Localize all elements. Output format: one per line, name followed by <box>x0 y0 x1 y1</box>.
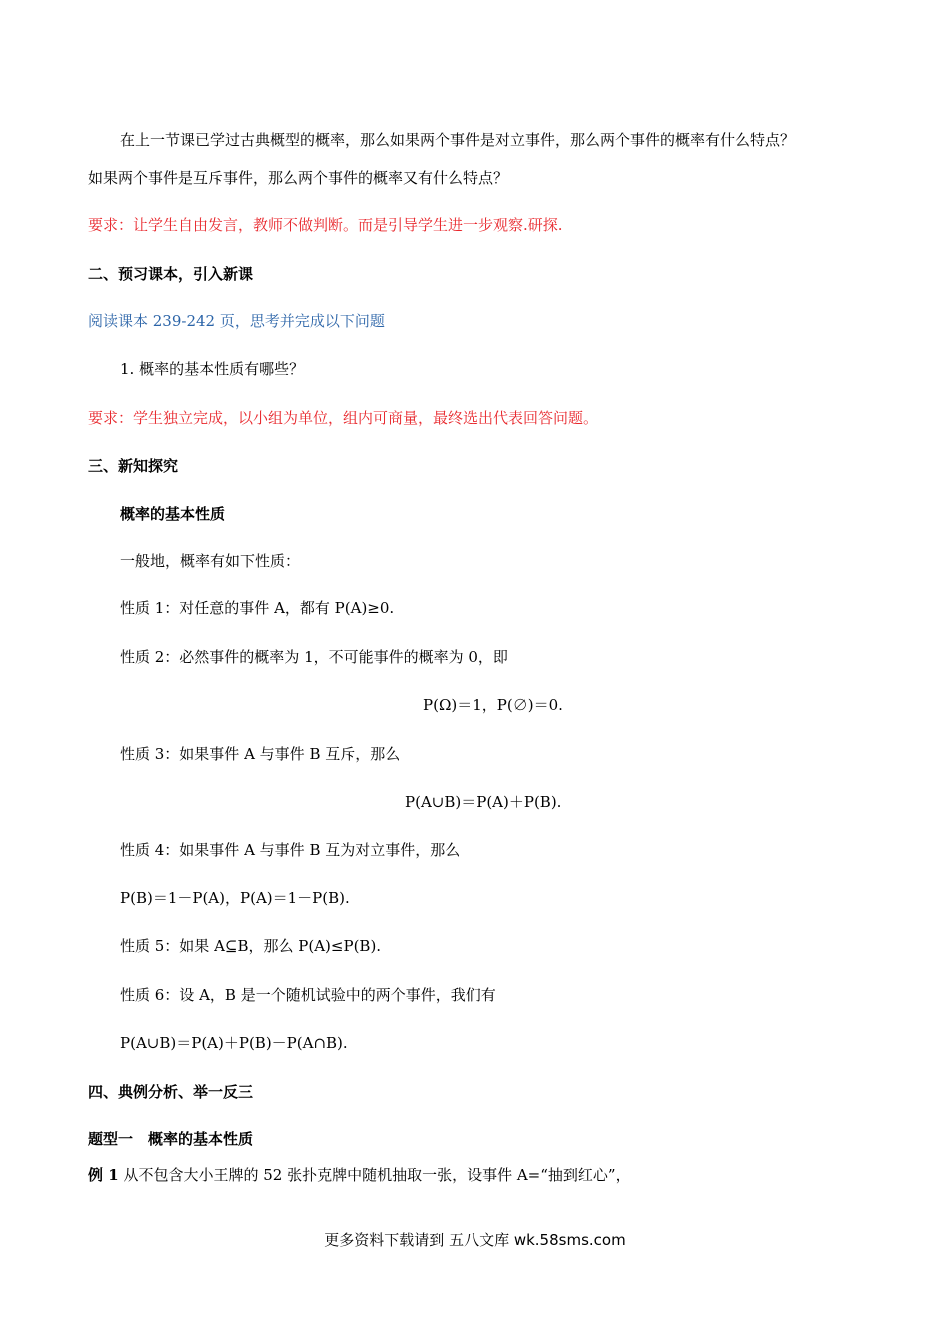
property-3-formula: P(A∪B)＝P(A)＋P(B). <box>405 793 562 811</box>
property-6: 性质 6：设 A，B 是一个随机试验中的两个事件，我们有 <box>120 986 496 1004</box>
section-heading-preview: 二、预习课本，引入新课 <box>88 265 254 283</box>
property-1: 性质 1：对任意的事件 A，都有 P(A)≥0. <box>120 599 395 617</box>
example-1-label: 例 1 <box>88 1166 119 1184</box>
property-6-formula: P(A∪B)＝P(A)＋P(B)－P(A∩B). <box>120 1034 348 1052</box>
section-heading-explore: 三、新知探究 <box>88 457 179 475</box>
preview-requirement: 要求：学生独立完成，以小组为单位，组内可商量，最终选出代表回答问题。 <box>88 409 599 427</box>
reading-instruction: 阅读课本 239-242 页，思考并完成以下问题 <box>88 312 385 330</box>
property-2-formula: P(Ω)＝1，P(∅)＝0. <box>423 696 563 714</box>
footer-note: 更多资料下载请到 五八文库 wk.58sms.com <box>324 1231 626 1249</box>
property-2: 性质 2：必然事件的概率为 1，不可能事件的概率为 0，即 <box>120 648 508 666</box>
property-4: 性质 4：如果事件 A 与事件 B 互为对立事件，那么 <box>120 841 461 859</box>
section-heading-examples: 四、典例分析、举一反三 <box>88 1083 254 1101</box>
general-statement: 一般地，概率有如下性质： <box>120 552 301 570</box>
example-1 <box>88 1164 631 1186</box>
question-type-1: 题型一 概率的基本性质 <box>88 1130 254 1148</box>
property-4-formula: P(B)＝1－P(A)，P(A)＝1－P(B). <box>120 889 350 907</box>
intro-paragraph-line-2: 如果两个事件是互斥事件，那么两个事件的概率又有什么特点？ <box>88 169 509 187</box>
intro-paragraph-line-1: 在上一节课已学过古典概型的概率，那么如果两个事件是对立事件，那么两个事件的概率有什么特点？ <box>120 131 796 149</box>
property-5: 性质 5：如果 A⊆B，那么 P(A)≤P(B). <box>120 937 382 955</box>
subheading-basic-properties: 概率的基本性质 <box>120 505 226 523</box>
property-3: 性质 3：如果事件 A 与事件 B 互斥，那么 <box>120 745 401 763</box>
example-1-text: 从不包含大小王牌的 52 张扑克牌中随机抽取一张，设事件 A=“抽到红心”， <box>118 1166 631 1184</box>
question-1: 1. 概率的基本性质有哪些？ <box>120 360 305 378</box>
intro-requirement: 要求：让学生自由发言，教师不做判断。而是引导学生进一步观察.研探. <box>88 216 563 234</box>
